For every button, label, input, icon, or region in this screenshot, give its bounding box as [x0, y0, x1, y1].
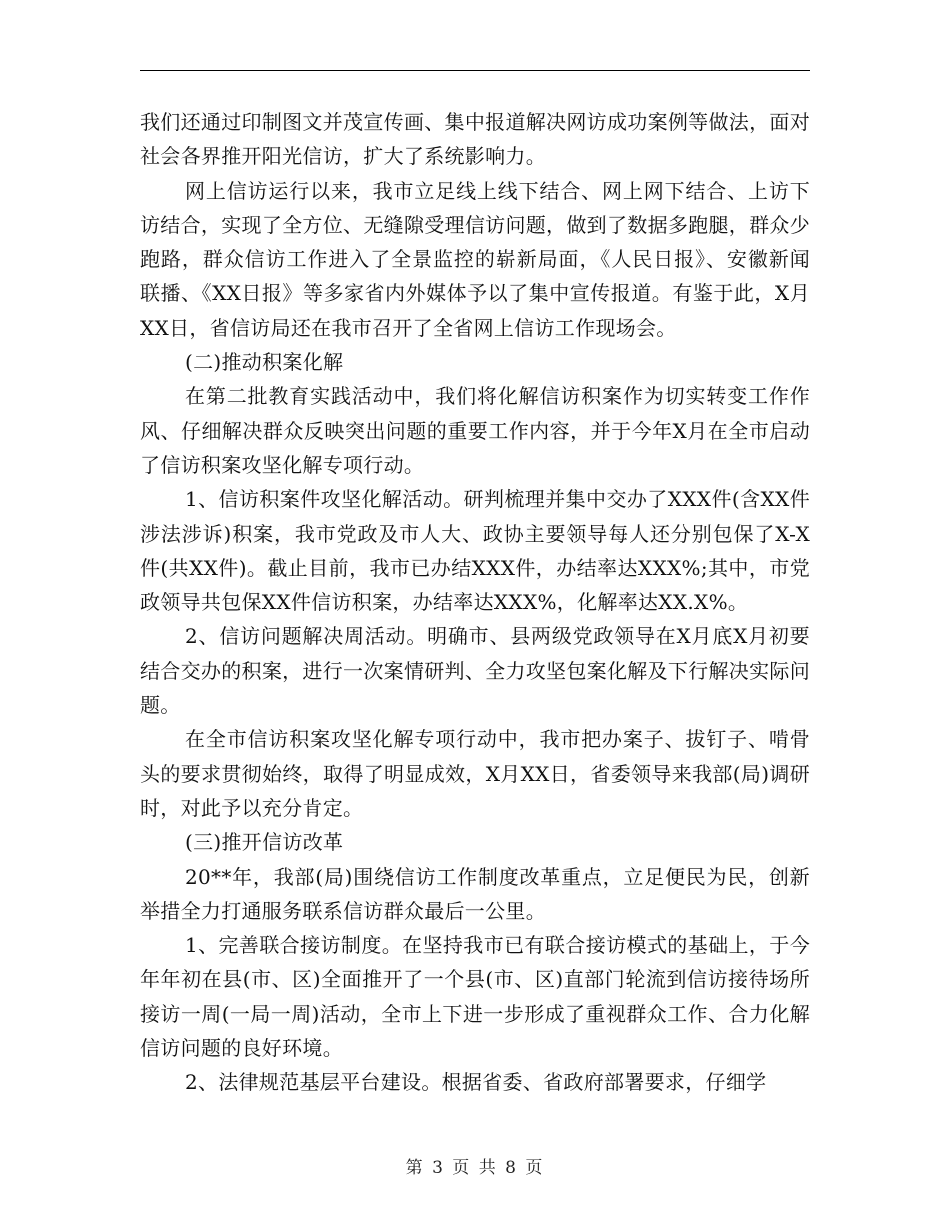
page-footer: 第 3 页 共 8 页: [405, 1158, 545, 1178]
paragraph-2: 网上信访运行以来，我市立足线上线下结合、网上网下结合、上访下访结合，实现了全方位、无缝隙受理信访问题，做到了数据多跑腿，群众少跑路，群众信访工作进入了全景监控的崭新局面，《人民日报》、安徽新闻联播、《XX日报》等多家省内外媒体予以了集中宣传报道。有鉴于此，X月XX日，省信访局还在我市召开了全省网上信访工作现场会。: [140, 178, 810, 340]
paragraph-9: 2、法律规范基层平台建设。根据省委、省政府部署要求，仔细学: [185, 1070, 767, 1095]
paragraph-1: 我们还通过印制图文并茂宣传画、集中报道解决网访成功案例等做法，面对社会各界推开阳光信访，扩大了系统影响力。: [140, 110, 810, 169]
document-body: [140, 105, 810, 1100]
section-heading-2: (二)推动积案化解: [185, 350, 344, 375]
paragraph-5: 2、信访问题解决周活动。明确市、县两级党政领导在X月底X月初要结合交办的积案，进行一次案情研判、全力攻坚包案化解及下行解决实际问题。: [140, 624, 810, 718]
paragraph-4: 1、信访积案件攻坚化解活动。研判梳理并集中交办了XXX件(含XX件涉法涉诉)积案，我市党政及市人大、政协主要领导每人还分别包保了X-X件(共XX件)。截止目前，我市已办结XXX件，办结率达XXX%;其中，市党政领导共包保XX件信访积案，办结率达XXX%，化解率达XX.X%。: [140, 487, 810, 615]
header-rule: [140, 70, 810, 71]
paragraph-3: 在第二批教育实践活动中，我们将化解信访积案作为切实转变工作作风、仔细解决群众反映突出问题的重要工作内容，并于今年X月在全市启动了信访积案攻坚化解专项行动。: [140, 384, 810, 477]
paragraph-7: 20**年，我部(局)围绕信访工作制度改革重点，立足便民为民，创新举措全力打通服务联系信访群众最后一公里。: [140, 864, 810, 923]
paragraph-6: 在全市信访积案攻坚化解专项行动中，我市把办案子、拔钉子、啃骨头的要求贯彻始终，取得了明显成效，X月XX日，省委领导来我部(局)调研时，对此予以充分肯定。: [140, 727, 810, 820]
section-heading-3: (三)推开信访改革: [185, 830, 344, 855]
paragraph-8: 1、完善联合接访制度。在坚持我市已有联合接访模式的基础上，于今年年初在县(市、区)全面推开了一个县(市、区)直部门轮流到信访接待场所接访一周(一局一周)活动，全市上下进一步形成了重视群众工作、合力化解信访问题的良好环境。: [140, 933, 810, 1061]
